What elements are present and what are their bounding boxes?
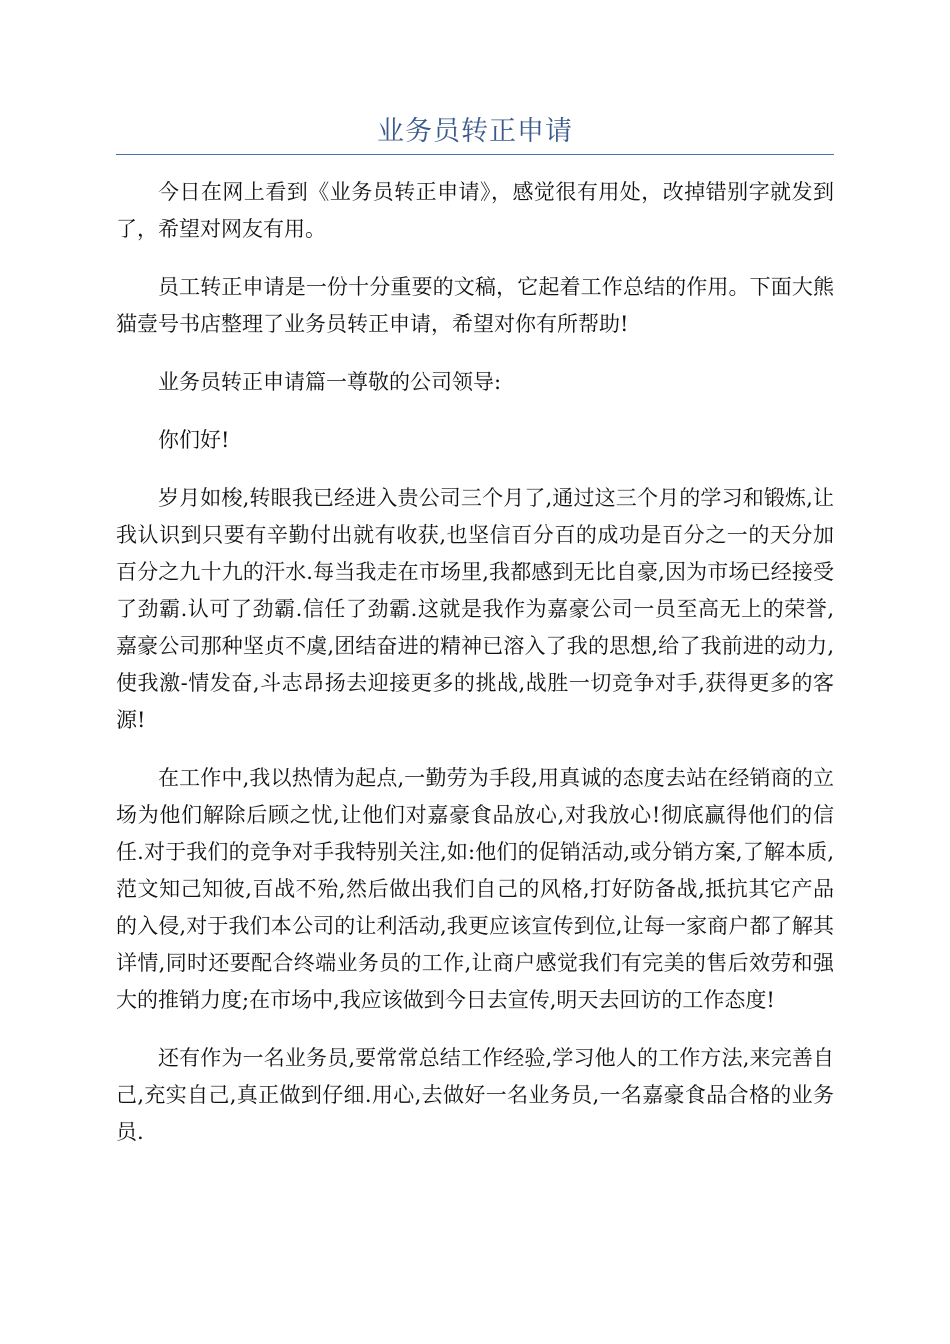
- paragraph-body-1: 岁月如梭,转眼我已经进入贵公司三个月了,通过这三个月的学习和锻炼,让我认识到只要有辛勤付出就有收获,也坚信百分百的成功是百分之一的天分加百分之九十九的汗水.每当我走在市场里,我都感到无比自豪,因为市场已经接受了劲霸.认可了劲霸.信任了劲霸.这就是我作为嘉豪公司一员至高无上的荣誉,嘉豪公司那种坚贞不虞,团结奋进的精神已溶入了我的思想,给了我前进的动力,使我激-情发奋,斗志昂扬去迎接更多的挑战,战胜一切竞争对手,获得更多的客源!: [116, 486, 834, 732]
- title-underline: [116, 154, 834, 155]
- document-title: 业务员转正申请: [377, 116, 573, 147]
- paragraph-greeting: 你们好!: [158, 428, 230, 452]
- document-body: [116, 174, 834, 1172]
- paragraph-body-2: 在工作中,我以热情为起点,一勤劳为手段,用真诚的态度去站在经销商的立场为他们解除后顾之忧,让他们对嘉豪食品放心,对我放心!彻底赢得他们的信任.对于我们的竞争对手我特别关注,如:他们的促销活动,或分销方案,了解本质,范文知己知彼,百战不殆,然后做出我们自己的风格,打好防备战,抵抗其它产品的入侵,对于我们本公司的让利活动,我更应该宣传到位,让每一家商户都了解其详情,同时还要配合终端业务员的工作,让商户感觉我们有完美的售后效劳和强大的推销力度;在市场中,我应该做到今日去宣传,明天去回访的工作态度!: [116, 766, 834, 1012]
- paragraph-intro: 今日在网上看到《业务员转正申请》，感觉很有用处，改掉错别字就发到了，希望对网友有用。: [116, 180, 834, 241]
- paragraph-salutation-heading: 业务员转正申请篇一尊敬的公司领导:: [158, 370, 502, 394]
- paragraph-description: 员工转正申请是一份十分重要的文稿，它起着工作总结的作用。下面大熊猫壹号书店整理了业务员转正申请，希望对你有所帮助!: [116, 275, 834, 336]
- paragraph-body-3: 还有作为一名业务员,要常常总结工作经验,学习他人的工作方法,来完善自己,充实自己,真正做到仔细.用心,去做好一名业务员,一名嘉豪食品合格的业务员.: [116, 1046, 834, 1144]
